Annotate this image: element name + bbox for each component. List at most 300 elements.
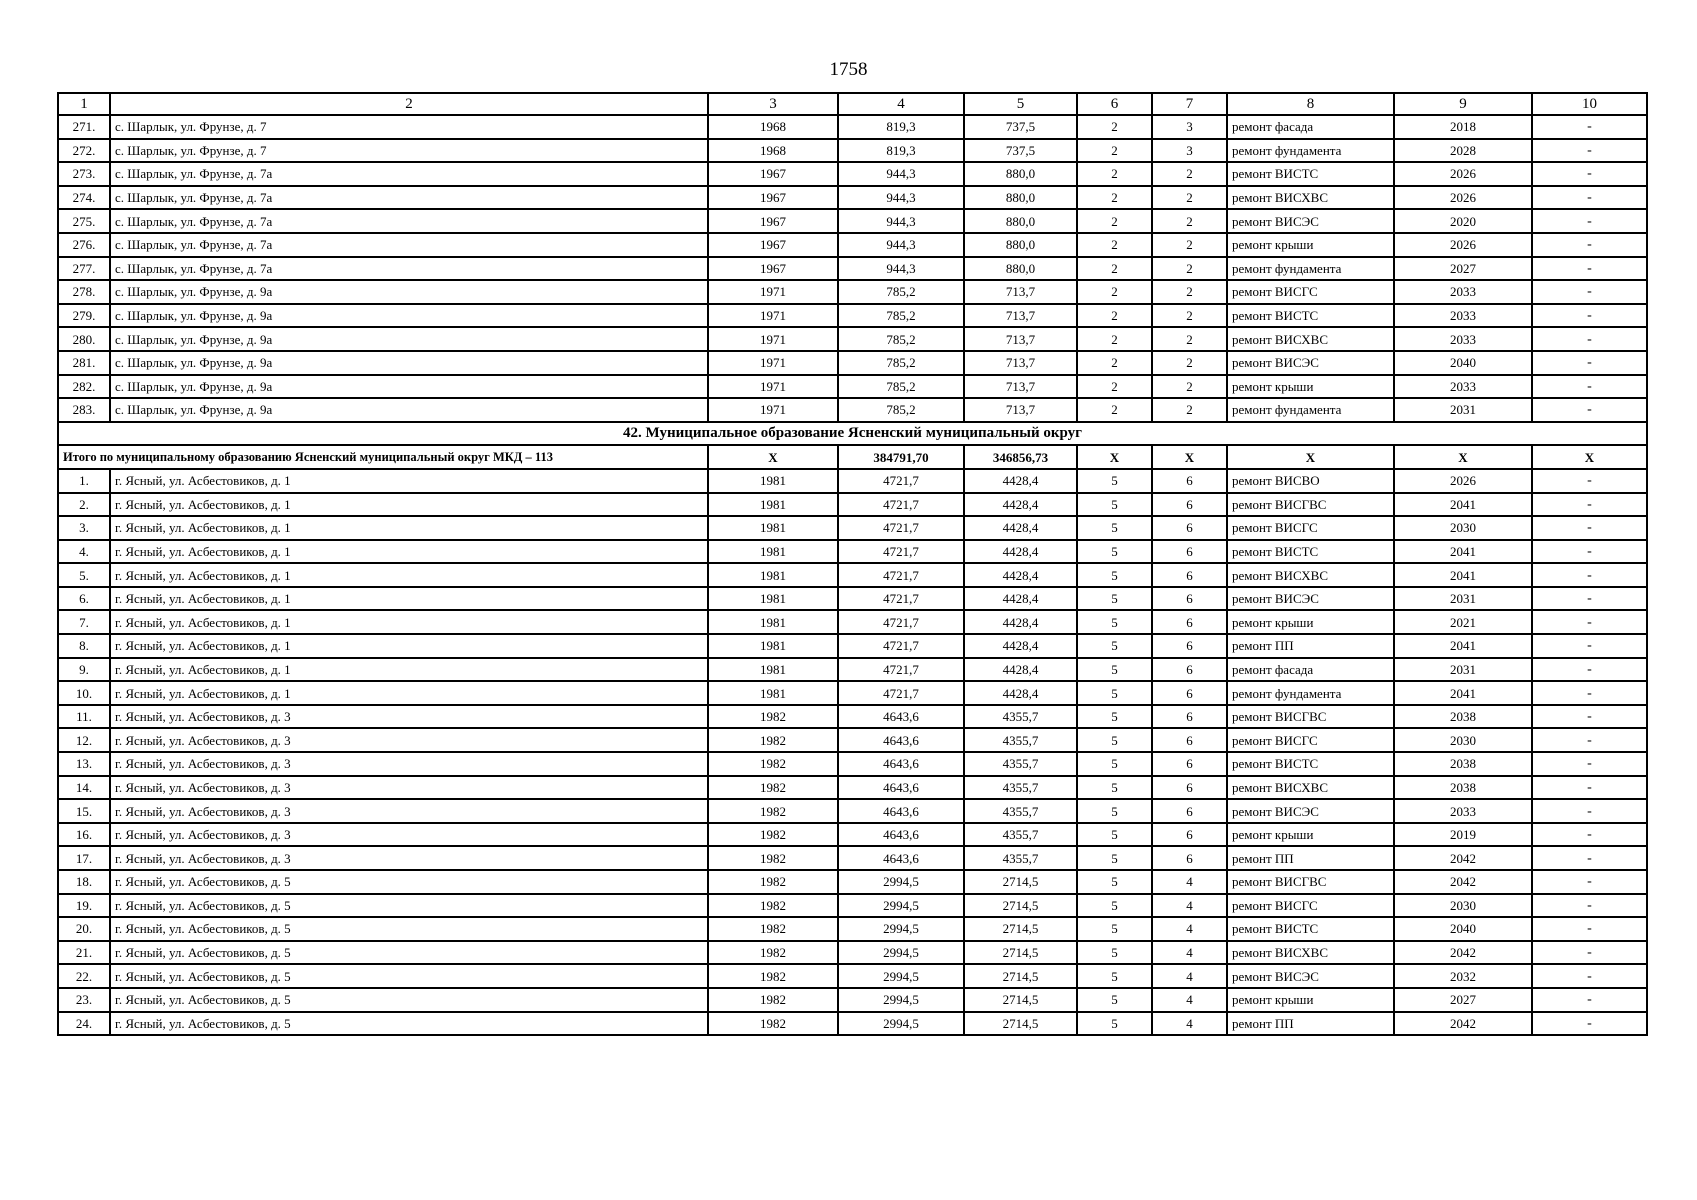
- table-row: [58, 115, 1647, 139]
- col-7: 2: [1152, 209, 1227, 233]
- total-area: 819,3: [838, 139, 964, 163]
- year-built: 1981: [708, 493, 838, 517]
- col-7: 6: [1152, 516, 1227, 540]
- total-area: 4643,6: [838, 846, 964, 870]
- row-number: 272.: [58, 139, 110, 163]
- year-built: 1967: [708, 186, 838, 210]
- table-row: [58, 988, 1647, 1012]
- col-6: 5: [1077, 988, 1152, 1012]
- living-area: 713,7: [964, 304, 1077, 328]
- col-7: 4: [1152, 941, 1227, 965]
- col-6: 2: [1077, 304, 1152, 328]
- col-10: -: [1532, 776, 1647, 800]
- year-built: 1968: [708, 139, 838, 163]
- work-type: ремонт фундамента: [1227, 681, 1394, 705]
- address: г. Ясный, ул. Асбестовиков, д. 5: [110, 941, 708, 965]
- col-10: -: [1532, 327, 1647, 351]
- living-area: 4428,4: [964, 681, 1077, 705]
- planned-year: 2019: [1394, 823, 1532, 847]
- planned-year: 2041: [1394, 540, 1532, 564]
- col-6: 2: [1077, 280, 1152, 304]
- year-built: 1982: [708, 894, 838, 918]
- total-area: 4643,6: [838, 705, 964, 729]
- planned-year: 2026: [1394, 186, 1532, 210]
- total-area: 4721,7: [838, 634, 964, 658]
- col-10: -: [1532, 610, 1647, 634]
- address: г. Ясный, ул. Асбестовиков, д. 5: [110, 917, 708, 941]
- work-type: ремонт ВИСГВС: [1227, 493, 1394, 517]
- col-10: -: [1532, 964, 1647, 988]
- living-area: 4428,4: [964, 658, 1077, 682]
- total-value: 346856,73: [964, 445, 1077, 469]
- address: с. Шарлык, ул. Фрунзе, д. 9а: [110, 327, 708, 351]
- col-7: 6: [1152, 634, 1227, 658]
- work-type: ремонт ВИСЭС: [1227, 964, 1394, 988]
- row-number: 274.: [58, 186, 110, 210]
- section-title: 42. Муниципальное образование Ясненский муниципальный округ: [58, 422, 1647, 446]
- table-row: [58, 233, 1647, 257]
- address: г. Ясный, ул. Асбестовиков, д. 1: [110, 610, 708, 634]
- work-type: ремонт ПП: [1227, 1012, 1394, 1036]
- col-10: -: [1532, 587, 1647, 611]
- col-7: 6: [1152, 681, 1227, 705]
- row-number: 15.: [58, 799, 110, 823]
- living-area: 713,7: [964, 398, 1077, 422]
- col-6: 5: [1077, 1012, 1152, 1036]
- planned-year: 2027: [1394, 988, 1532, 1012]
- total-area: 2994,5: [838, 1012, 964, 1036]
- work-type: ремонт крыши: [1227, 375, 1394, 399]
- row-number: 2.: [58, 493, 110, 517]
- planned-year: 2020: [1394, 209, 1532, 233]
- col-7: 2: [1152, 304, 1227, 328]
- col-7: 2: [1152, 327, 1227, 351]
- year-built: 1982: [708, 823, 838, 847]
- living-area: 4428,4: [964, 540, 1077, 564]
- living-area: 4355,7: [964, 846, 1077, 870]
- col-10: -: [1532, 563, 1647, 587]
- planned-year: 2018: [1394, 115, 1532, 139]
- work-type: ремонт ВИСТС: [1227, 540, 1394, 564]
- column-header: 1: [58, 93, 110, 115]
- planned-year: 2030: [1394, 894, 1532, 918]
- col-7: 2: [1152, 186, 1227, 210]
- total-value: 384791,70: [838, 445, 964, 469]
- year-built: 1982: [708, 728, 838, 752]
- col-6: 2: [1077, 209, 1152, 233]
- address: г. Ясный, ул. Асбестовиков, д. 3: [110, 823, 708, 847]
- column-header: 9: [1394, 93, 1532, 115]
- col-7: 2: [1152, 398, 1227, 422]
- total-area: 785,2: [838, 304, 964, 328]
- total-area: 4721,7: [838, 469, 964, 493]
- living-area: 4428,4: [964, 634, 1077, 658]
- row-number: 22.: [58, 964, 110, 988]
- total-value: Х: [1532, 445, 1647, 469]
- address: г. Ясный, ул. Асбестовиков, д. 3: [110, 705, 708, 729]
- table-row: [58, 139, 1647, 163]
- table-row: [58, 351, 1647, 375]
- work-type: ремонт ВИСХВС: [1227, 186, 1394, 210]
- total-area: 4721,7: [838, 658, 964, 682]
- total-area: 4721,7: [838, 516, 964, 540]
- row-number: 13.: [58, 752, 110, 776]
- work-type: ремонт ВИСГС: [1227, 728, 1394, 752]
- col-6: 5: [1077, 846, 1152, 870]
- table-row: [58, 327, 1647, 351]
- address: с. Шарлык, ул. Фрунзе, д. 7а: [110, 257, 708, 281]
- address: г. Ясный, ул. Асбестовиков, д. 1: [110, 587, 708, 611]
- row-number: 3.: [58, 516, 110, 540]
- planned-year: 2031: [1394, 658, 1532, 682]
- col-6: 2: [1077, 398, 1152, 422]
- address: с. Шарлык, ул. Фрунзе, д. 9а: [110, 375, 708, 399]
- year-built: 1967: [708, 233, 838, 257]
- total-area: 4721,7: [838, 610, 964, 634]
- work-type: ремонт ВИСГВС: [1227, 705, 1394, 729]
- living-area: 713,7: [964, 327, 1077, 351]
- col-10: -: [1532, 351, 1647, 375]
- planned-year: 2033: [1394, 280, 1532, 304]
- year-built: 1982: [708, 1012, 838, 1036]
- column-header: 10: [1532, 93, 1647, 115]
- year-built: 1982: [708, 799, 838, 823]
- address: с. Шарлык, ул. Фрунзе, д. 7а: [110, 209, 708, 233]
- row-number: 14.: [58, 776, 110, 800]
- col-10: -: [1532, 280, 1647, 304]
- year-built: 1982: [708, 964, 838, 988]
- column-header: 4: [838, 93, 964, 115]
- row-number: 277.: [58, 257, 110, 281]
- work-type: ремонт ВИСТС: [1227, 917, 1394, 941]
- col-10: -: [1532, 705, 1647, 729]
- row-number: 20.: [58, 917, 110, 941]
- col-10: -: [1532, 681, 1647, 705]
- living-area: 4355,7: [964, 776, 1077, 800]
- col-7: 2: [1152, 351, 1227, 375]
- total-area: 2994,5: [838, 941, 964, 965]
- table-row: [58, 964, 1647, 988]
- row-number: 10.: [58, 681, 110, 705]
- table-row: [58, 705, 1647, 729]
- table-row: [58, 469, 1647, 493]
- planned-year: 2033: [1394, 327, 1532, 351]
- address: г. Ясный, ул. Асбестовиков, д. 3: [110, 728, 708, 752]
- table-row: [58, 186, 1647, 210]
- row-number: 275.: [58, 209, 110, 233]
- col-7: 4: [1152, 988, 1227, 1012]
- year-built: 1967: [708, 162, 838, 186]
- living-area: 880,0: [964, 186, 1077, 210]
- table-row: [58, 493, 1647, 517]
- total-area: 2994,5: [838, 964, 964, 988]
- planned-year: 2042: [1394, 870, 1532, 894]
- col-6: 2: [1077, 162, 1152, 186]
- year-built: 1981: [708, 610, 838, 634]
- row-number: 9.: [58, 658, 110, 682]
- col-6: 5: [1077, 634, 1152, 658]
- work-type: ремонт ВИСХВС: [1227, 776, 1394, 800]
- row-number: 283.: [58, 398, 110, 422]
- total-area: 4643,6: [838, 776, 964, 800]
- address: г. Ясный, ул. Асбестовиков, д. 3: [110, 846, 708, 870]
- column-number-row: [58, 93, 1647, 115]
- address: г. Ясный, ул. Асбестовиков, д. 5: [110, 1012, 708, 1036]
- address: г. Ясный, ул. Асбестовиков, д. 1: [110, 681, 708, 705]
- total-area: 785,2: [838, 375, 964, 399]
- living-area: 4428,4: [964, 493, 1077, 517]
- work-type: ремонт крыши: [1227, 823, 1394, 847]
- column-header: 2: [110, 93, 708, 115]
- col-6: 5: [1077, 870, 1152, 894]
- total-value: Х: [708, 445, 838, 469]
- col-7: 2: [1152, 162, 1227, 186]
- col-10: -: [1532, 186, 1647, 210]
- col-10: -: [1532, 540, 1647, 564]
- year-built: 1982: [708, 705, 838, 729]
- work-type: ремонт фундамента: [1227, 398, 1394, 422]
- table-row: [58, 304, 1647, 328]
- row-number: 12.: [58, 728, 110, 752]
- address: с. Шарлык, ул. Фрунзе, д. 7а: [110, 233, 708, 257]
- address: г. Ясный, ул. Асбестовиков, д. 1: [110, 563, 708, 587]
- col-7: 6: [1152, 823, 1227, 847]
- row-number: 7.: [58, 610, 110, 634]
- total-area: 4721,7: [838, 681, 964, 705]
- col-10: -: [1532, 257, 1647, 281]
- page-number: 1758: [829, 59, 868, 80]
- planned-year: 2038: [1394, 776, 1532, 800]
- total-area: 819,3: [838, 115, 964, 139]
- table-row: [58, 870, 1647, 894]
- row-number: 278.: [58, 280, 110, 304]
- total-area: 4643,6: [838, 823, 964, 847]
- living-area: 4355,7: [964, 752, 1077, 776]
- col-6: 2: [1077, 186, 1152, 210]
- total-area: 2994,5: [838, 870, 964, 894]
- total-value: Х: [1227, 445, 1394, 469]
- total-value: Х: [1394, 445, 1532, 469]
- table-row: [58, 587, 1647, 611]
- work-type: ремонт ВИСЭС: [1227, 209, 1394, 233]
- address: г. Ясный, ул. Асбестовиков, д. 1: [110, 658, 708, 682]
- col-6: 5: [1077, 941, 1152, 965]
- table-row: [58, 610, 1647, 634]
- col-6: 5: [1077, 964, 1152, 988]
- living-area: 4428,4: [964, 563, 1077, 587]
- column-header: 3: [708, 93, 838, 115]
- year-built: 1981: [708, 563, 838, 587]
- address: г. Ясный, ул. Асбестовиков, д. 3: [110, 799, 708, 823]
- planned-year: 2042: [1394, 846, 1532, 870]
- table-row: [58, 846, 1647, 870]
- col-10: -: [1532, 493, 1647, 517]
- living-area: 880,0: [964, 233, 1077, 257]
- col-6: 5: [1077, 493, 1152, 517]
- living-area: 2714,5: [964, 870, 1077, 894]
- total-area: 2994,5: [838, 894, 964, 918]
- col-7: 2: [1152, 257, 1227, 281]
- year-built: 1981: [708, 516, 838, 540]
- col-6: 5: [1077, 658, 1152, 682]
- col-6: 5: [1077, 917, 1152, 941]
- address: г. Ясный, ул. Асбестовиков, д. 5: [110, 870, 708, 894]
- work-type: ремонт ВИСТС: [1227, 304, 1394, 328]
- table-row: [58, 799, 1647, 823]
- col-10: -: [1532, 233, 1647, 257]
- col-10: -: [1532, 728, 1647, 752]
- total-area: 785,2: [838, 327, 964, 351]
- living-area: 4355,7: [964, 705, 1077, 729]
- col-7: 2: [1152, 280, 1227, 304]
- table-row: [58, 728, 1647, 752]
- year-built: 1981: [708, 681, 838, 705]
- total-area: 4721,7: [838, 493, 964, 517]
- total-value: Х: [1152, 445, 1227, 469]
- living-area: 2714,5: [964, 917, 1077, 941]
- living-area: 4355,7: [964, 728, 1077, 752]
- table-body: [58, 93, 1647, 1035]
- table-row: [58, 162, 1647, 186]
- column-header: 6: [1077, 93, 1152, 115]
- row-number: 19.: [58, 894, 110, 918]
- total-area: 2994,5: [838, 988, 964, 1012]
- total-area: 4721,7: [838, 563, 964, 587]
- address: с. Шарлык, ул. Фрунзе, д. 9а: [110, 398, 708, 422]
- living-area: 880,0: [964, 257, 1077, 281]
- year-built: 1971: [708, 327, 838, 351]
- address: с. Шарлык, ул. Фрунзе, д. 7: [110, 115, 708, 139]
- col-6: 5: [1077, 587, 1152, 611]
- col-7: 6: [1152, 587, 1227, 611]
- row-number: 16.: [58, 823, 110, 847]
- row-number: 11.: [58, 705, 110, 729]
- col-7: 6: [1152, 846, 1227, 870]
- address: г. Ясный, ул. Асбестовиков, д. 1: [110, 540, 708, 564]
- col-7: 2: [1152, 375, 1227, 399]
- planned-year: 2038: [1394, 705, 1532, 729]
- col-10: -: [1532, 988, 1647, 1012]
- work-type: ремонт крыши: [1227, 988, 1394, 1012]
- col-6: 5: [1077, 469, 1152, 493]
- work-type: ремонт ВИСХВС: [1227, 563, 1394, 587]
- row-number: 1.: [58, 469, 110, 493]
- col-10: -: [1532, 304, 1647, 328]
- col-7: 6: [1152, 705, 1227, 729]
- planned-year: 2026: [1394, 469, 1532, 493]
- work-type: ремонт ВИСГС: [1227, 280, 1394, 304]
- column-header: 5: [964, 93, 1077, 115]
- col-6: 2: [1077, 375, 1152, 399]
- planned-year: 2033: [1394, 799, 1532, 823]
- col-7: 4: [1152, 964, 1227, 988]
- section-row: [58, 422, 1647, 446]
- work-type: ремонт ВИСЭС: [1227, 799, 1394, 823]
- col-7: 6: [1152, 658, 1227, 682]
- year-built: 1982: [708, 776, 838, 800]
- planned-year: 2033: [1394, 304, 1532, 328]
- col-7: 3: [1152, 115, 1227, 139]
- col-6: 5: [1077, 823, 1152, 847]
- row-number: 8.: [58, 634, 110, 658]
- living-area: 2714,5: [964, 964, 1077, 988]
- planned-year: 2038: [1394, 752, 1532, 776]
- table-row: [58, 658, 1647, 682]
- year-built: 1982: [708, 752, 838, 776]
- year-built: 1981: [708, 469, 838, 493]
- year-built: 1968: [708, 115, 838, 139]
- work-type: ремонт ВИСТС: [1227, 752, 1394, 776]
- year-built: 1981: [708, 634, 838, 658]
- table-row: [58, 209, 1647, 233]
- work-type: ремонт ВИСВО: [1227, 469, 1394, 493]
- living-area: 4428,4: [964, 516, 1077, 540]
- living-area: 2714,5: [964, 941, 1077, 965]
- total-area: 4721,7: [838, 587, 964, 611]
- living-area: 713,7: [964, 351, 1077, 375]
- planned-year: 2030: [1394, 516, 1532, 540]
- col-6: 5: [1077, 681, 1152, 705]
- planned-year: 2041: [1394, 634, 1532, 658]
- row-number: 4.: [58, 540, 110, 564]
- col-6: 2: [1077, 139, 1152, 163]
- work-type: ремонт ВИСГВС: [1227, 870, 1394, 894]
- address: с. Шарлык, ул. Фрунзе, д. 9а: [110, 280, 708, 304]
- work-type: ремонт ВИСТС: [1227, 162, 1394, 186]
- address: с. Шарлык, ул. Фрунзе, д. 9а: [110, 351, 708, 375]
- year-built: 1981: [708, 540, 838, 564]
- work-type: ремонт фундамента: [1227, 139, 1394, 163]
- row-number: 279.: [58, 304, 110, 328]
- year-built: 1971: [708, 280, 838, 304]
- year-built: 1971: [708, 375, 838, 399]
- col-7: 6: [1152, 469, 1227, 493]
- planned-year: 2040: [1394, 917, 1532, 941]
- row-number: 271.: [58, 115, 110, 139]
- living-area: 4428,4: [964, 469, 1077, 493]
- register-table: [57, 92, 1648, 1036]
- col-10: -: [1532, 115, 1647, 139]
- total-area: 944,3: [838, 233, 964, 257]
- col-6: 2: [1077, 233, 1152, 257]
- col-7: 6: [1152, 776, 1227, 800]
- col-6: 5: [1077, 752, 1152, 776]
- row-number: 5.: [58, 563, 110, 587]
- work-type: ремонт фасада: [1227, 115, 1394, 139]
- planned-year: 2032: [1394, 964, 1532, 988]
- row-number: 276.: [58, 233, 110, 257]
- table-row: [58, 941, 1647, 965]
- total-area: 785,2: [838, 398, 964, 422]
- total-area: 2994,5: [838, 917, 964, 941]
- col-7: 4: [1152, 917, 1227, 941]
- work-type: ремонт фасада: [1227, 658, 1394, 682]
- year-built: 1982: [708, 870, 838, 894]
- col-7: 6: [1152, 728, 1227, 752]
- planned-year: 2027: [1394, 257, 1532, 281]
- row-number: 23.: [58, 988, 110, 1012]
- table-row: [58, 375, 1647, 399]
- col-6: 5: [1077, 776, 1152, 800]
- work-type: ремонт ВИСХВС: [1227, 941, 1394, 965]
- planned-year: 2021: [1394, 610, 1532, 634]
- col-10: -: [1532, 1012, 1647, 1036]
- col-6: 2: [1077, 115, 1152, 139]
- col-7: 6: [1152, 610, 1227, 634]
- col-7: 2: [1152, 233, 1227, 257]
- col-7: 6: [1152, 752, 1227, 776]
- col-6: 5: [1077, 610, 1152, 634]
